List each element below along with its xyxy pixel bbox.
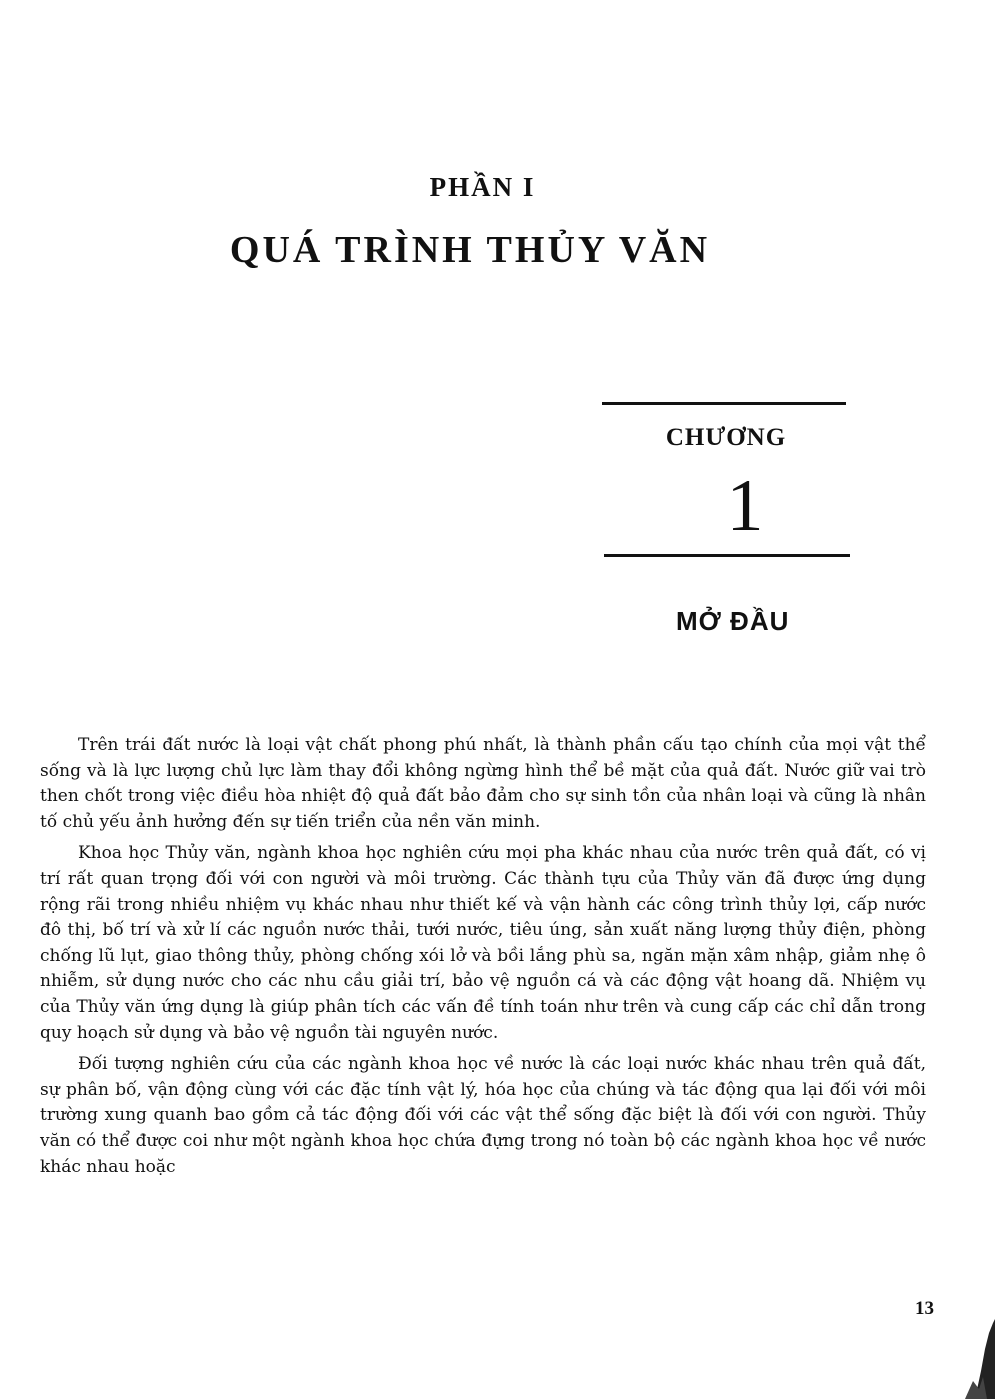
- chapter-rule-bottom: [604, 554, 850, 557]
- body-text: [40, 733, 926, 1186]
- part-label: PHẦN I: [429, 172, 536, 202]
- chapter-label: CHƯƠNG: [665, 424, 787, 451]
- part-title: QUÁ TRÌNH THỦY VĂN: [229, 229, 711, 271]
- paragraph-2: Khoa học Thủy văn, ngành khoa học nghiên cứu mọi pha khác nhau của nước trên quả đất, có vị trí rất quan trọng đối với con người và môi trường. Các thành tựu của Thủy văn đã được ứng dụng rộng rãi trong nhiều nhiệm vụ khác nhau như thiết kế và vận hành các công trình thủy lợi, cấp nước đô thị, bố trí và xử lí các nguồn nước thải, tưới nước, tiêu úng, sản xuất năng lượng thủy điện, phòng chống lũ lụt, giao thông thủy, phòng chống xói lở và bồi lắng phù sa, ngăn mặn xâm nhập, giảm nhẹ ô nhiễm, sử dụng nước cho các nhu cầu giải trí, bảo vệ nguồn cá và các động vật hoang dã. Nhiệm vụ của Thủy văn ứng dụng là giúp phân tích các vấn đề tính toán như trên và cung cấp các chỉ dẫn trong quy hoạch sử dụng và bảo vệ nguồn tài nguyên nước.: [40, 843, 926, 1043]
- paragraph-1: Trên trái đất nước là loại vật chất phong phú nhất, là thành phần cấu tạo chính của mọi vật thể sống và là lực lượng chủ lực làm thay đổi không ngừng hình thể bề mặt của quả đất. Nước giữ vai trò then chốt trong việc điều hòa nhiệt độ quả đất bảo đảm cho sự sinh tồn của nhân loại và cũng là nhân tố chủ yếu ảnh hưởng đến sự tiến triển của nền văn minh.: [40, 735, 926, 832]
- page-number: 13: [915, 1298, 934, 1319]
- chapter-title: MỞ ĐẦU: [676, 606, 790, 636]
- chapter-number: 1: [726, 465, 764, 547]
- paragraph-3: Đối tượng nghiên cứu của các ngành khoa học về nước là các loại nước khác nhau trên quả đất, sự phân bố, vận động cùng với các đặc tính vật lý, hóa học của chúng và tác động qua lại đối với môi trường xung quanh bao gồm cả tác động đối với các vật thể sống đặc biệt là đối với con người. Thủy văn có thể được coi như một ngành khoa học chứa đựng trong nó toàn bộ các ngành khoa học về nước khác nhau hoặc: [40, 1054, 926, 1177]
- chapter-heading-box: [602, 402, 850, 560]
- page-edge-scan-mark: [935, 1319, 995, 1399]
- chapter-rule-top: [602, 402, 846, 405]
